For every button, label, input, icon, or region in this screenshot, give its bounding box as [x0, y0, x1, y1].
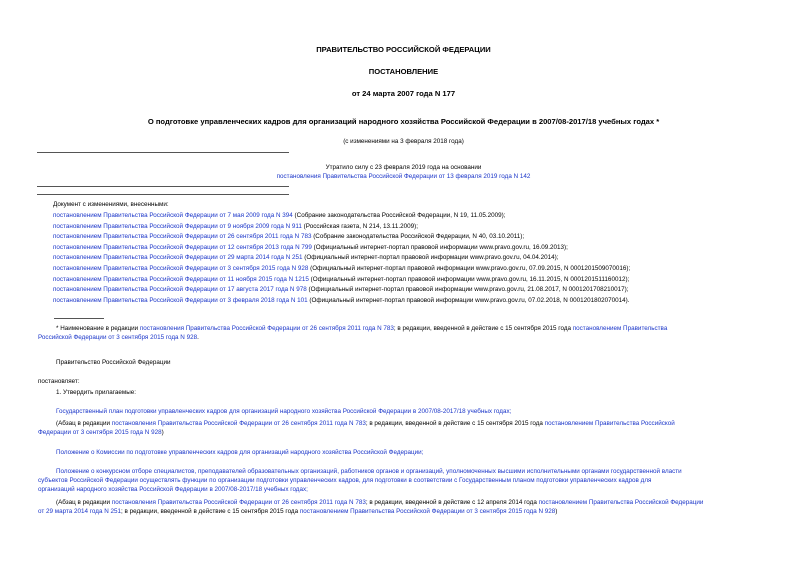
amendment-note [56, 499, 703, 507]
separator [37, 186, 289, 187]
change-source: (Официальный интернет-портал правовой информации www.pravo.gov.ru, 16.09.2013); [311, 243, 568, 251]
separator [37, 152, 289, 153]
footnote [56, 325, 667, 333]
note-link[interactable]: постановлением Правительства Российской [544, 420, 675, 427]
change-link[interactable]: постановлением Правительства Российской Федерации от 26 сентября 2011 года N 783 [53, 233, 312, 241]
change-source: (Российская газета, N 214, 13.11.2009); [301, 222, 418, 230]
competition-link[interactable]: Положение о конкурсном отборе специалистов, преподавателей образовательных организаций, работников органов и организаций, уполномоченных высшими исполнительными органами государственной власти [56, 468, 682, 475]
change-item [53, 212, 505, 220]
change-source: (Официальный интернет-портал правовой информации www.pravo.gov.ru, 07.09.2015, N 0001201509070016); [308, 265, 631, 272]
commission-link[interactable]: Положение о Комиссии по подготовке управленческих кадров для организаций народного хозяйства Российской Федерации; [56, 449, 424, 456]
change-link[interactable]: постановлением Правительства Российской Федерации от 3 февраля 2018 года N 101 [53, 296, 308, 304]
note-text: ; в редакции, введенной в действие с 15 сентября 2015 года [365, 420, 545, 427]
note-text: ; в редакции, введенной в действие с 12 апреля 2014 года [365, 499, 539, 506]
change-link[interactable]: постановлением Правительства Российской Федерации от 3 сентября 2015 года N 928 [53, 265, 309, 272]
note-link[interactable]: постановления Правительства Российской Федерации от 26 сентября 2011 года N 783 [111, 420, 366, 427]
note-text: ) [161, 429, 164, 436]
document-title: О подготовке управленческих кадров для организаций народного хозяйства Российской Федерации в 2007/08-2017/18 учебных годах * [147, 117, 660, 126]
footnote-text: ; в редакции, введенной в действие с 15 сентября 2015 года [393, 325, 573, 332]
amendment-note-cont [38, 508, 557, 516]
change-source: (Официальный интернет-портал правовой информации www.pravo.gov.ru, 21.08.2017, N 0001201708210017); [306, 286, 629, 294]
document-type: ПОСТАНОВЛЕНИЕ [368, 67, 439, 76]
note-link[interactable]: от 29 марта 2014 года N 251 [38, 508, 122, 515]
note-link[interactable]: постановлением Правительства Российской Федерации от 3 сентября 2015 года N 928 [299, 508, 556, 515]
change-item [53, 297, 629, 305]
government-heading: ПРАВИТЕЛЬСТВО РОССИЙСКОЙ ФЕДЕРАЦИИ [316, 45, 491, 54]
revision-note: (с изменениями на 3 февраля 2018 года) [343, 138, 464, 145]
footnote-text: * Наименование в редакции [56, 325, 140, 332]
plan-link[interactable]: Государственный план подготовки управленческих кадров для организаций народного хозяйства Российской Федерации в 2007/08-2017/18 учебных годах; [56, 408, 512, 415]
change-source: (Собрание законодательства Российской Федерации, N 40, 03.10.2011); [311, 233, 525, 241]
change-item [53, 265, 630, 273]
change-link[interactable]: постановлением Правительства Российской Федерации от 29 марта 2014 года N 251 [53, 254, 303, 262]
change-source: (Официальный интернет-портал правовой информации www.pravo.gov.ru, 07.02.2018, N 0001201802070014). [307, 296, 630, 304]
amendment-note-cont [38, 429, 164, 437]
note-link[interactable]: постановлением Правительства Российской Федерации [538, 499, 704, 506]
changes-heading: Документ с изменениями, внесенными: [53, 201, 169, 208]
note-text: (Абзац в редакции [56, 499, 112, 506]
document-date: от 24 марта 2007 года N 177 [351, 89, 456, 98]
footnote-link[interactable]: постановления Правительства Российской Федерации от 26 сентября 2011 года N 783 [139, 325, 394, 332]
change-link[interactable]: постановлением Правительства Российской Федерации от 11 ноября 2015 года N 1215 [53, 275, 309, 283]
item-1: 1. Утвердить прилагаемые: [56, 389, 136, 396]
note-link[interactable]: постановления Правительства Российской Федерации от 26 сентября 2011 года N 783 [111, 499, 366, 506]
footnote-link[interactable]: Российской Федерации от 3 сентября 2015 года N 928 [38, 334, 198, 341]
change-source: (Официальный интернет-портал правовой информации www.pravo.gov.ru, 16.11.2015, N 0001201511160012); [308, 275, 630, 283]
change-link[interactable]: постановлением Правительства Российской Федерации от 12 сентября 2013 года N 799 [53, 243, 312, 251]
resolves-label: постановляет: [38, 378, 80, 385]
change-link[interactable]: постановлением Правительства Российской Федерации от 17 августа 2017 года N 978 [53, 286, 307, 294]
change-item [53, 244, 568, 252]
expiry-link[interactable]: постановления Правительства Российской Федерации от 13 февраля 2019 года N 142 [276, 173, 531, 180]
change-item [53, 223, 418, 231]
note-link[interactable]: Федерации от 3 сентября 2015 года N 928 [38, 429, 162, 436]
change-source: (Официальный интернет-портал правовой информации www.pravo.gov.ru, 04.04.2014); [302, 254, 559, 262]
change-item [53, 276, 629, 284]
expiry-note: Утратило силу с 23 февраля 2019 года на основании [325, 164, 482, 171]
note-text: (Абзац в редакции [56, 420, 112, 427]
change-link[interactable]: постановлением Правительства Российской Федерации от 9 ноября 2009 года N 911 [53, 222, 302, 230]
change-item [53, 254, 559, 262]
footnote-text: . [197, 334, 199, 341]
change-link[interactable]: постановлением Правительства Российской Федерации от 7 мая 2009 года N 394 [53, 212, 293, 219]
note-text: ) [555, 508, 558, 515]
change-source: (Собрание законодательства Российской Федерации, N 19, 11.05.2009); [292, 212, 506, 219]
footnote-link[interactable]: постановлением Правительства [572, 325, 668, 332]
footnote-cont [38, 334, 199, 342]
government-subject: Правительство Российской Федерации [56, 359, 171, 366]
change-item [53, 233, 524, 241]
amendment-note [56, 420, 675, 428]
footnote-separator [54, 318, 104, 319]
change-item [53, 286, 629, 294]
competition-link[interactable]: субъектов Российской Федерации осуществлять функции по организации подготовки управленческих кадров, для подготовки в соответствии с Государственным планом подготовки управленческих кадров для [38, 477, 652, 484]
competition-link[interactable]: организаций народного хозяйства Российской Федерации в 2007/08-2017/18 учебных годах; [38, 486, 308, 493]
note-text: ; в редакции, введенной в действие с 15 сентября 2015 года [121, 508, 300, 515]
separator [37, 194, 289, 195]
